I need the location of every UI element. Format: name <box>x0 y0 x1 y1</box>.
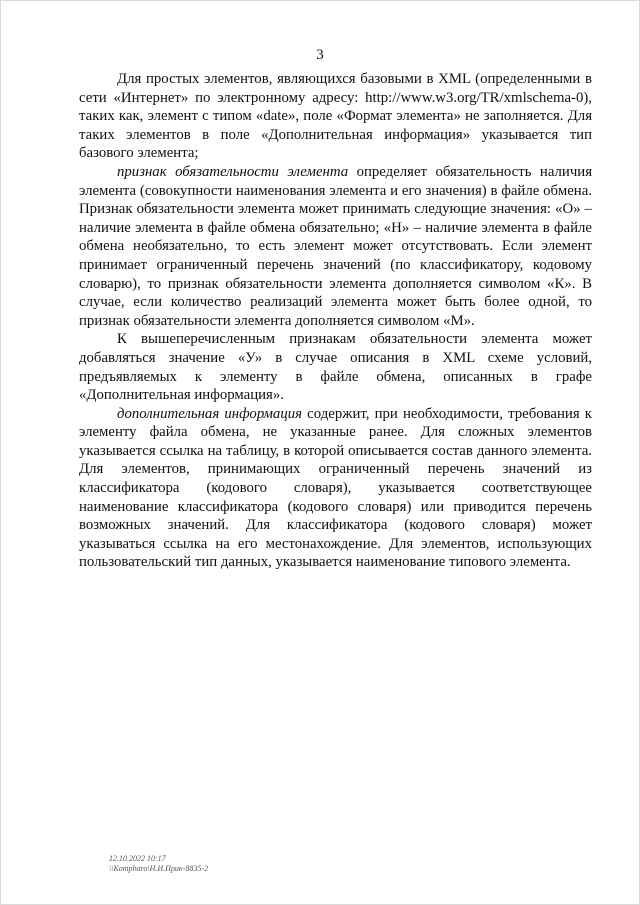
footer-timestamp: 12.10.2022 10:17 <box>109 854 166 863</box>
paragraph-additional-info <box>79 405 592 572</box>
page-number: 3 <box>316 47 324 63</box>
paragraph-text: К вышеперечисленным признакам обязательности элемента может добавляться значение «У» в случае описания в XML схеме условий, предъявляемых к элементу в файле обмена, описанных в графе «Дополнительная информация». <box>79 331 592 404</box>
paragraph-conditional-flag <box>79 330 592 404</box>
footer-stamp <box>109 854 208 874</box>
paragraph-text: Для простых элементов, являющихся базовыми в XML (определенными в сети «Интернет» по электронному адресу: http://www.w3.org/TR/xmlschema-0), таких как, элемент с типом «date», поле «Формат элемента» не заполняется. Для таких элементов в поле «Дополнительная информация» указывается тип базового элемента; <box>79 71 592 162</box>
footer-file-path: \\Kompbaro\Н.И.Прик-8835-2 <box>109 864 208 873</box>
term-italic: дополнительная информация <box>117 405 302 422</box>
paragraph-mandatory-flag <box>79 163 592 330</box>
paragraph-simple-elements <box>79 70 592 163</box>
document-body <box>79 70 592 572</box>
paragraph-text: определяет обязательность наличия элемента (совокупности наименования элемента и его значения) в файле обмена. Признак обязательности элемента может принимать следующие значения: «О» – наличие элемента в файле обмена обязательно; «Н» – наличие элемента в файле обмена необязательно, то есть элемент может отсутствовать. Если элемент принимает ограниченный перечень значений (по классификатору, кодовому словарю), то признак обязательности элемента дополняется символом «К». В случае, если количество реализаций элемента может быть более одной, то признак обязательности элемента дополняется символом «М». <box>79 163 593 329</box>
paragraph-text: содержит, при необходимости, требования к элементу файла обмена, не указанные ранее. Для сложных элементов указывается ссылка на таблицу, в которой описывается состав данного элемента. Для элементов, принимающих ограниченный перечень значений из классификатора (кодового словаря), указывается соответствующее наименование классификатора (кодового словаря) или приводится перечень возможных значений. Для классификатора (кодового словаря) может указываться ссылка на его местонахождение. Для элементов, использующих пользовательский тип данных, указывается наименование типового элемента. <box>79 405 592 571</box>
term-italic: признак обязательности элемента <box>117 163 349 180</box>
